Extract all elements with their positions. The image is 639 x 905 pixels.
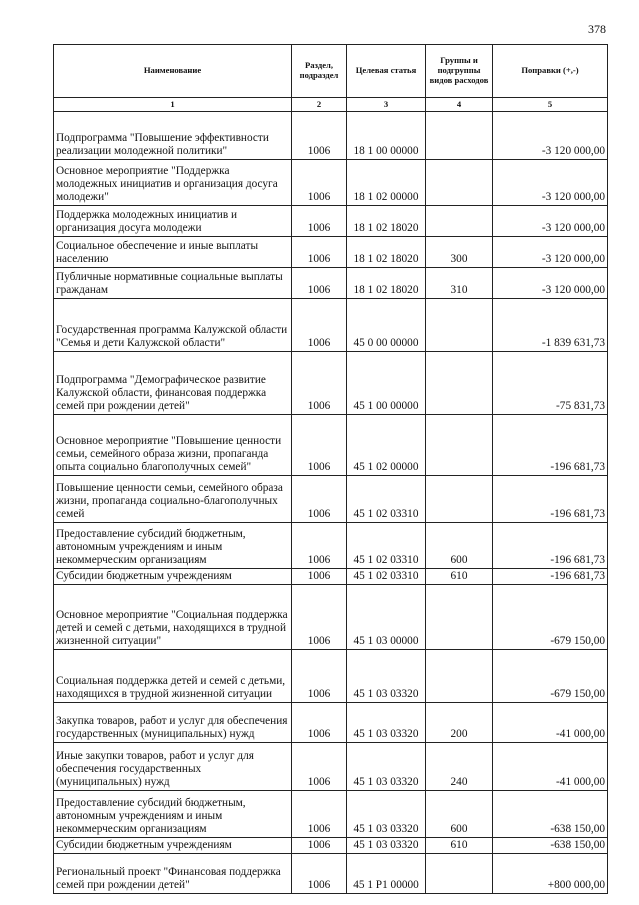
row-group bbox=[426, 853, 493, 893]
row-article: 45 1 02 03310 bbox=[347, 476, 426, 523]
row-group bbox=[426, 352, 493, 415]
row-amount: -3 120 000,00 bbox=[493, 206, 608, 237]
row-name: Подпрограмма "Демографическое развитие Калужской области, финансовая поддержка семей при рождении детей" bbox=[54, 352, 292, 415]
table-row bbox=[54, 523, 608, 569]
row-name: Основное мероприятие "Социальная поддержка детей и семей с детьми, находящихся в трудной жизненной ситуации" bbox=[54, 584, 292, 649]
row-article: 45 0 00 00000 bbox=[347, 299, 426, 352]
row-article: 18 1 02 18020 bbox=[347, 268, 426, 299]
row-article: 45 1 02 03310 bbox=[347, 569, 426, 585]
column-number-row bbox=[54, 98, 608, 112]
row-group bbox=[426, 415, 493, 476]
row-group bbox=[426, 649, 493, 702]
row-section: 1006 bbox=[292, 268, 347, 299]
row-article: 45 1 03 03320 bbox=[347, 790, 426, 837]
header-article: Целевая статья bbox=[347, 45, 426, 98]
row-name: Субсидии бюджетным учреждениям bbox=[54, 837, 292, 853]
row-amount: -638 150,00 bbox=[493, 837, 608, 853]
row-section: 1006 bbox=[292, 160, 347, 206]
row-article: 18 1 02 18020 bbox=[347, 206, 426, 237]
row-article: 18 1 00 00000 bbox=[347, 112, 426, 160]
row-article: 45 1 03 00000 bbox=[347, 584, 426, 649]
row-section: 1006 bbox=[292, 476, 347, 523]
row-name: Закупка товаров, работ и услуг для обеспечения государственных (муниципальных) нужд bbox=[54, 702, 292, 742]
row-group bbox=[426, 299, 493, 352]
table-row bbox=[54, 268, 608, 299]
row-name: Поддержка молодежных инициатив и организация досуга молодежи bbox=[54, 206, 292, 237]
header-amendments: Поправки (+,-) bbox=[493, 45, 608, 98]
table-row bbox=[54, 476, 608, 523]
row-amount: -196 681,73 bbox=[493, 569, 608, 585]
row-amount: -3 120 000,00 bbox=[493, 112, 608, 160]
row-name: Предоставление субсидий бюджетным, автономным учреждениям и иным некоммерческим организациям bbox=[54, 523, 292, 569]
column-number: 2 bbox=[292, 98, 347, 112]
row-amount: -3 120 000,00 bbox=[493, 160, 608, 206]
row-section: 1006 bbox=[292, 112, 347, 160]
row-section: 1006 bbox=[292, 702, 347, 742]
row-group: 200 bbox=[426, 702, 493, 742]
row-amount: -196 681,73 bbox=[493, 415, 608, 476]
table-row bbox=[54, 702, 608, 742]
budget-amendments-table bbox=[53, 44, 608, 894]
row-name: Государственная программа Калужской области "Семья и дети Калужской области" bbox=[54, 299, 292, 352]
row-name: Предоставление субсидий бюджетным, автономным учреждениям и иным некоммерческим организациям bbox=[54, 790, 292, 837]
row-amount: -75 831,73 bbox=[493, 352, 608, 415]
row-name: Региональный проект "Финансовая поддержка семей при рождении детей" bbox=[54, 853, 292, 893]
row-group bbox=[426, 112, 493, 160]
table-row bbox=[54, 112, 608, 160]
column-number: 3 bbox=[347, 98, 426, 112]
row-section: 1006 bbox=[292, 837, 347, 853]
row-group bbox=[426, 476, 493, 523]
table-row bbox=[54, 837, 608, 853]
row-section: 1006 bbox=[292, 352, 347, 415]
row-name: Повышение ценности семьи, семейного образа жизни, пропаганда социально-благополучных семей bbox=[54, 476, 292, 523]
row-section: 1006 bbox=[292, 415, 347, 476]
row-amount: -1 839 631,73 bbox=[493, 299, 608, 352]
row-name: Подпрограмма "Повышение эффективности реализации молодежной политики" bbox=[54, 112, 292, 160]
row-section: 1006 bbox=[292, 790, 347, 837]
row-name: Основное мероприятие "Повышение ценности семьи, семейного образа жизни, пропаганда опыта социально благополучных семей" bbox=[54, 415, 292, 476]
table-row bbox=[54, 584, 608, 649]
row-amount: -41 000,00 bbox=[493, 702, 608, 742]
row-section: 1006 bbox=[292, 206, 347, 237]
row-article: 45 1 03 03320 bbox=[347, 837, 426, 853]
row-name: Социальное обеспечение и иные выплаты населению bbox=[54, 237, 292, 268]
row-group bbox=[426, 206, 493, 237]
row-article: 18 1 02 18020 bbox=[347, 237, 426, 268]
row-amount: -196 681,73 bbox=[493, 476, 608, 523]
row-article: 18 1 02 00000 bbox=[347, 160, 426, 206]
row-amount: -679 150,00 bbox=[493, 584, 608, 649]
row-name: Публичные нормативные социальные выплаты гражданам bbox=[54, 268, 292, 299]
table-row bbox=[54, 352, 608, 415]
row-group: 300 bbox=[426, 237, 493, 268]
table-row bbox=[54, 790, 608, 837]
row-amount: -679 150,00 bbox=[493, 649, 608, 702]
row-article: 45 1 00 00000 bbox=[347, 352, 426, 415]
row-article: 45 1 03 03320 bbox=[347, 742, 426, 790]
row-section: 1006 bbox=[292, 742, 347, 790]
row-group bbox=[426, 584, 493, 649]
row-name: Социальная поддержка детей и семей с детьми, находящихся в трудной жизненной ситуации bbox=[54, 649, 292, 702]
table-row bbox=[54, 649, 608, 702]
row-article: 45 1 02 03310 bbox=[347, 523, 426, 569]
row-group: 310 bbox=[426, 268, 493, 299]
table-row bbox=[54, 160, 608, 206]
table-row bbox=[54, 206, 608, 237]
row-article: 45 1 03 03320 bbox=[347, 702, 426, 742]
table-row bbox=[54, 415, 608, 476]
row-amount: +800 000,00 bbox=[493, 853, 608, 893]
row-article: 45 1 02 00000 bbox=[347, 415, 426, 476]
row-section: 1006 bbox=[292, 569, 347, 585]
row-amount: -196 681,73 bbox=[493, 523, 608, 569]
table-row bbox=[54, 569, 608, 585]
row-name: Субсидии бюджетным учреждениям bbox=[54, 569, 292, 585]
header-name: Наименование bbox=[54, 45, 292, 98]
row-section: 1006 bbox=[292, 584, 347, 649]
row-article: 45 1 03 03320 bbox=[347, 649, 426, 702]
row-amount: -3 120 000,00 bbox=[493, 268, 608, 299]
row-group: 610 bbox=[426, 569, 493, 585]
row-group: 600 bbox=[426, 523, 493, 569]
row-section: 1006 bbox=[292, 523, 347, 569]
row-section: 1006 bbox=[292, 853, 347, 893]
column-number: 4 bbox=[426, 98, 493, 112]
row-group bbox=[426, 160, 493, 206]
table-row bbox=[54, 237, 608, 268]
table-row bbox=[54, 853, 608, 893]
header-groups: Группы и подгруппы видов расходов bbox=[426, 45, 493, 98]
table-header-row bbox=[54, 45, 608, 98]
row-name: Иные закупки товаров, работ и услуг для обеспечения государственных (муниципальных) нужд bbox=[54, 742, 292, 790]
table-row bbox=[54, 742, 608, 790]
row-group: 610 bbox=[426, 837, 493, 853]
column-number: 5 bbox=[493, 98, 608, 112]
row-group: 600 bbox=[426, 790, 493, 837]
row-section: 1006 bbox=[292, 299, 347, 352]
row-name: Основное мероприятие "Поддержка молодежных инициатив и организация досуга молодежи" bbox=[54, 160, 292, 206]
row-group: 240 bbox=[426, 742, 493, 790]
row-article: 45 1 P1 00000 bbox=[347, 853, 426, 893]
page-number: 378 bbox=[588, 22, 606, 36]
row-amount: -3 120 000,00 bbox=[493, 237, 608, 268]
row-amount: -638 150,00 bbox=[493, 790, 608, 837]
table-row bbox=[54, 299, 608, 352]
row-section: 1006 bbox=[292, 237, 347, 268]
column-number: 1 bbox=[54, 98, 292, 112]
header-section: Раздел, подраздел bbox=[292, 45, 347, 98]
row-section: 1006 bbox=[292, 649, 347, 702]
row-amount: -41 000,00 bbox=[493, 742, 608, 790]
